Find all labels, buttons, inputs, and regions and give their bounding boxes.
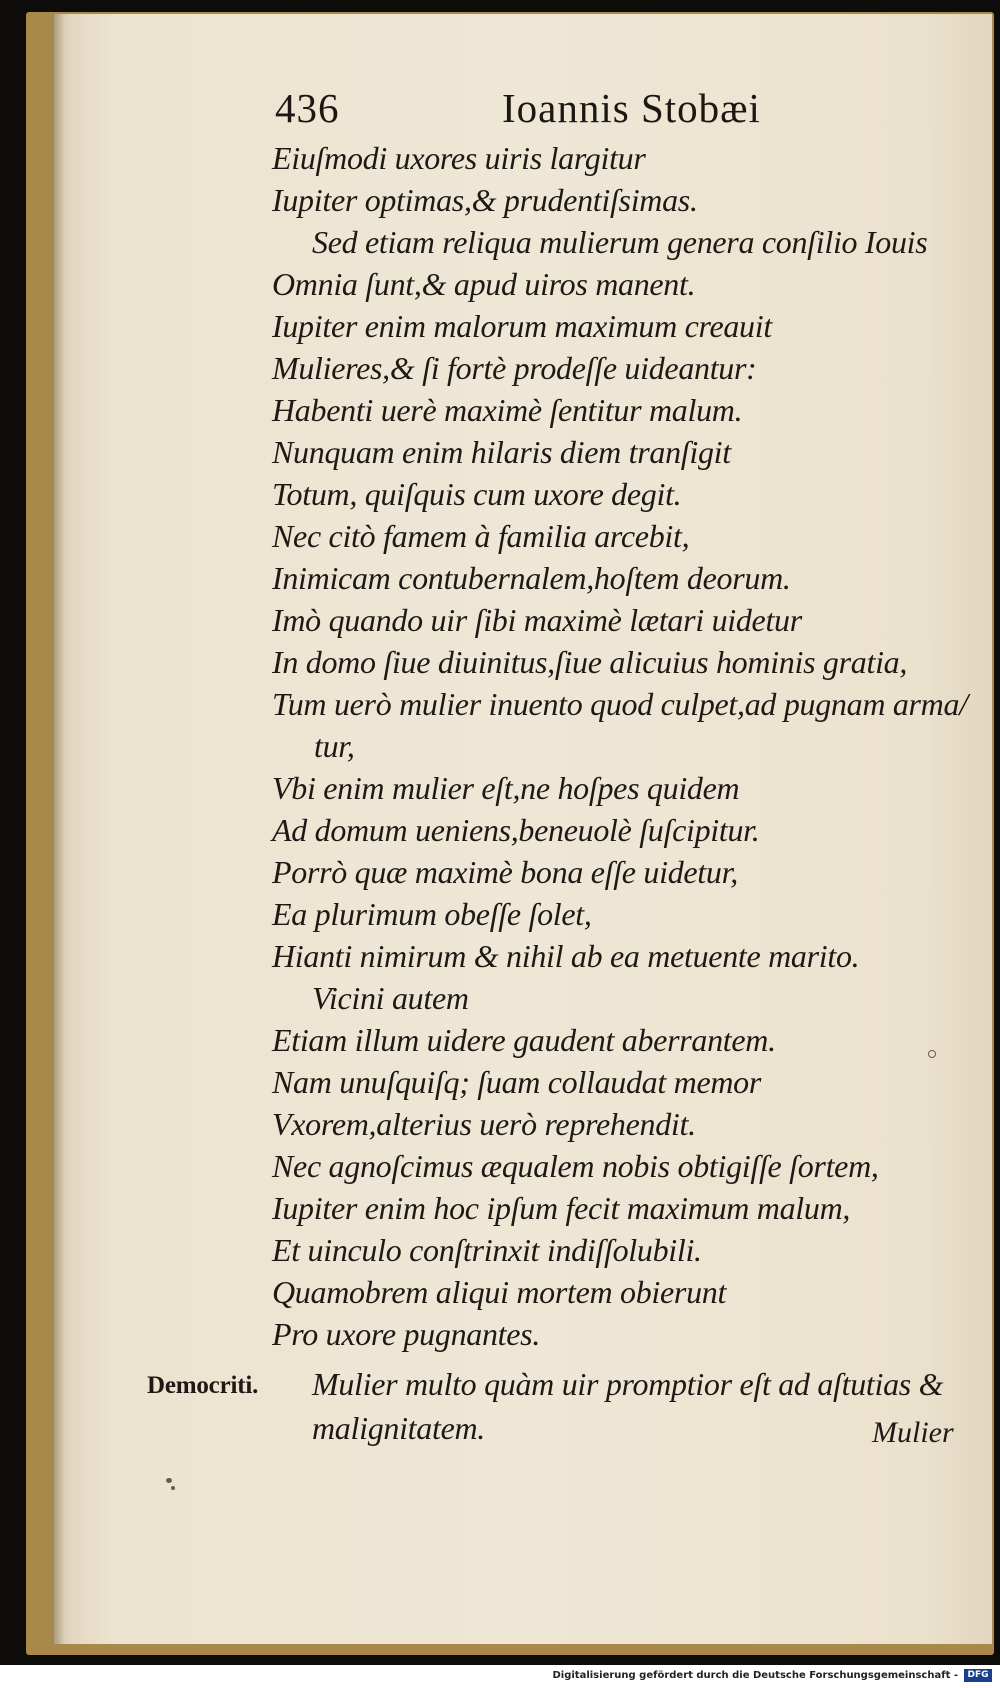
page-number: 436: [275, 85, 340, 131]
quote-line: Mulier multo quàm uir promptior eſt ad aſtutias &: [312, 1366, 944, 1402]
text-line: Imò quando uir ſibi maximè lætari uidetur: [272, 602, 802, 638]
text-line: Nunquam enim hilaris diem tranſigit: [272, 434, 731, 470]
text-line: Iupiter enim malorum maximum creauit: [272, 308, 772, 344]
text-line: Pro uxore pugnantes.: [272, 1316, 541, 1352]
text-line: Omnia ſunt,& apud uiros manent.: [272, 266, 696, 302]
text-line: Nec citò famem à familia arcebit,: [272, 518, 690, 554]
marginal-note: Democriti.: [147, 1372, 259, 1399]
text-line: Nam unuſquiſq; ſuam collaudat memor: [272, 1064, 762, 1100]
text-line: Habenti uerè maximè ſentitur malum.: [272, 392, 743, 428]
text-line: Sed etiam reliqua mulierum genera conſilio Iouis: [312, 224, 928, 260]
text-line: Totum, quiſquis cum uxore degit.: [272, 476, 682, 512]
text-line: Etiam illum uidere gaudent aberrantem.: [272, 1022, 776, 1058]
text-line: Vxorem,alterius uerò reprehendit.: [272, 1106, 696, 1142]
ink-speck: [166, 1478, 172, 1483]
text-line: Hianti nimirum & nihil ab ea metuente marito.: [272, 938, 860, 974]
catchword: Mulier: [872, 1416, 954, 1449]
text-line: Vbi enim mulier eſt,ne hoſpes quidem: [272, 770, 740, 806]
running-head: Ioannis Stobæi: [502, 85, 761, 131]
digitization-credit: Digitalisierung gefördert durch die Deutsche Forschungsgemeinschaft -: [552, 1670, 958, 1681]
text-line: Quamobrem aliqui mortem obierunt: [272, 1274, 727, 1310]
text-line: Mulieres,& ſi fortè prodeſſe uideantur:: [272, 350, 757, 386]
text-line: Inimicam contubernalem,hoſtem deorum.: [272, 560, 791, 596]
text-line: Tum uerò mulier inuento quod culpet,ad pugnam arma/: [272, 686, 968, 722]
text-line: Ad domum ueniens,beneuolè ſuſcipitur.: [272, 812, 760, 848]
ink-speck: [171, 1486, 175, 1490]
text-line: Ea plurimum obeſſe ſolet,: [272, 896, 592, 932]
text-line: Iupiter enim hoc ipſum fecit maximum malum,: [272, 1190, 851, 1226]
text-line: tur,: [314, 728, 355, 764]
quote-line: malignitatem.: [312, 1410, 485, 1446]
dfg-logo: DFG: [964, 1669, 992, 1682]
text-line: Porrò quæ maximè bona eſſe uidetur,: [272, 854, 738, 890]
text-line: Eiuſmodi uxores uiris largitur: [272, 140, 646, 176]
text-line: Iupiter optimas,& prudentiſsimas.: [272, 182, 698, 218]
ink-speck: [928, 1050, 936, 1058]
text-line: Et uinculo conſtrinxit indiſſolubili.: [272, 1232, 702, 1268]
text-line: In domo ſiue diuinitus,ſiue alicuius hominis gratia,: [272, 644, 908, 680]
text-line: Nec agnoſcimus æqualem nobis obtigiſſe ſortem,: [272, 1148, 879, 1184]
text-line: Vicini autem: [312, 980, 469, 1016]
gutter-shadow: [52, 14, 64, 1644]
